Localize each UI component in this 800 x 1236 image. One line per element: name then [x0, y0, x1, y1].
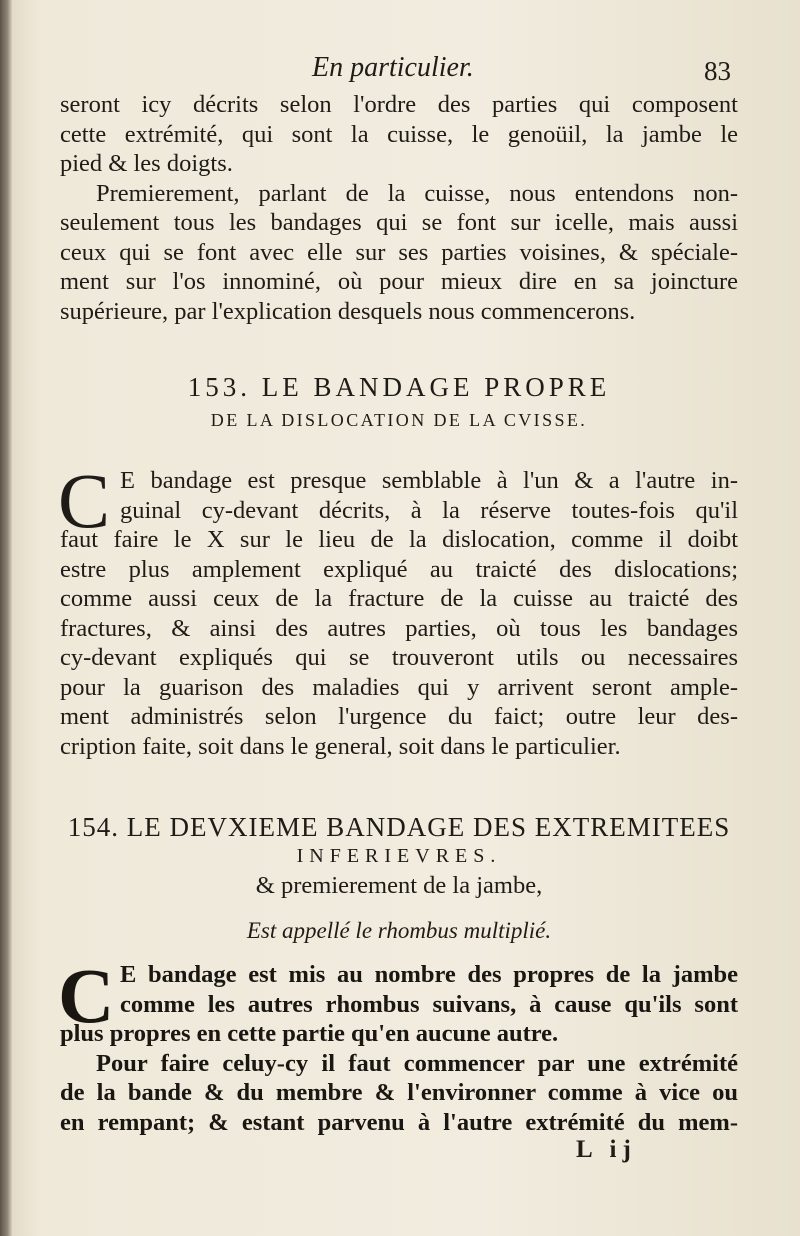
- drop-cap: C: [58, 952, 115, 1039]
- text-line: cription faite, soit dans le general, soit dans le particulier.: [60, 732, 621, 760]
- text-line: de la bande & du membre & l'environner comme à vice ou: [60, 1079, 738, 1106]
- text-line: fractures, & ainsi des autres parties, où tous les bandages: [60, 614, 738, 642]
- running-head: [0, 50, 800, 90]
- text-line: cy-devant expliqués qui se trouveront utils ou necessaires: [60, 644, 738, 671]
- text-line: pour la guarison des maladies qui y arrivent seront ample-: [60, 673, 738, 701]
- text-line: supérieure, par l'explication desquels nous commencerons.: [60, 297, 636, 325]
- running-head-title: En particulier.: [312, 52, 474, 83]
- text-line: E bandage est mis au nombre des propres de la jambe: [120, 961, 738, 988]
- text-line: estre plus amplement expliqué au traicté des dislocations;: [60, 555, 738, 583]
- text-line: faut faire le X sur le lieu de la dislocation, comme il doibt: [60, 526, 738, 553]
- section-154-heading: 154. LE DEVXIEME BANDAGE DES EXTREMITEES: [67, 812, 731, 842]
- page-binding-shadow: [0, 0, 12, 1236]
- text-line: plus propres en cette partie qu'en aucune autre.: [60, 1020, 559, 1047]
- section-153-subheading: DE LA DISLOCATION DE LA CVISSE.: [210, 410, 588, 430]
- text-line: Pour faire celuy-cy il faut commencer par une extrémité: [96, 1049, 738, 1077]
- signature-mark: L ij: [576, 1136, 637, 1163]
- section-154-subtitle: Est appellé le rhombus multiplié.: [246, 918, 552, 943]
- text-line: E bandage est presque semblable à l'un & a l'autre in-: [120, 467, 738, 494]
- text-line: seulement tous les bandages qui se font sur icelle, mais aussi: [60, 209, 738, 236]
- text-line: en rempant; & estant parvenu à l'autre extrémité du mem-: [60, 1108, 738, 1136]
- text-line: Premierement, parlant de la cuisse, nous entendons non-: [96, 179, 738, 207]
- section-154-subheading-2: & premierement de la jambe,: [255, 872, 543, 899]
- section-154-body: [58, 952, 738, 1137]
- drop-cap: C: [58, 457, 111, 544]
- text-line: comme les autres rhombus suivans, à cause qu'ils sont: [120, 990, 738, 1018]
- section-154-subheading: INFERIEVRES.: [296, 845, 502, 867]
- text-line: cette extrémité, qui sont la cuisse, le genoüil, la jambe le: [60, 120, 738, 148]
- section-153-body: [58, 457, 738, 761]
- text-line: pied & les doigts.: [60, 150, 233, 177]
- text-line: guinal cy-devant décrits, à la réserve toutes-fois qu'il: [120, 496, 738, 524]
- text-line: ment administrés selon l'urgence du faict; outre leur des-: [60, 703, 738, 730]
- page-number: 83: [704, 56, 731, 86]
- text-line: ment sur l'os innominé, où pour mieux dire en sa joincture: [60, 268, 738, 295]
- text-line: seront icy décrits selon l'ordre des parties qui composent: [60, 91, 738, 118]
- text-line: ceux qui se font avec elle sur ses parties voisines, & spéciale-: [60, 238, 738, 266]
- section-153-heading: 153. LE BANDAGE PROPRE: [187, 372, 611, 402]
- text-line: comme aussi ceux de la fracture de la cuisse au traicté des: [60, 585, 738, 612]
- intro-paragraphs: [60, 90, 738, 326]
